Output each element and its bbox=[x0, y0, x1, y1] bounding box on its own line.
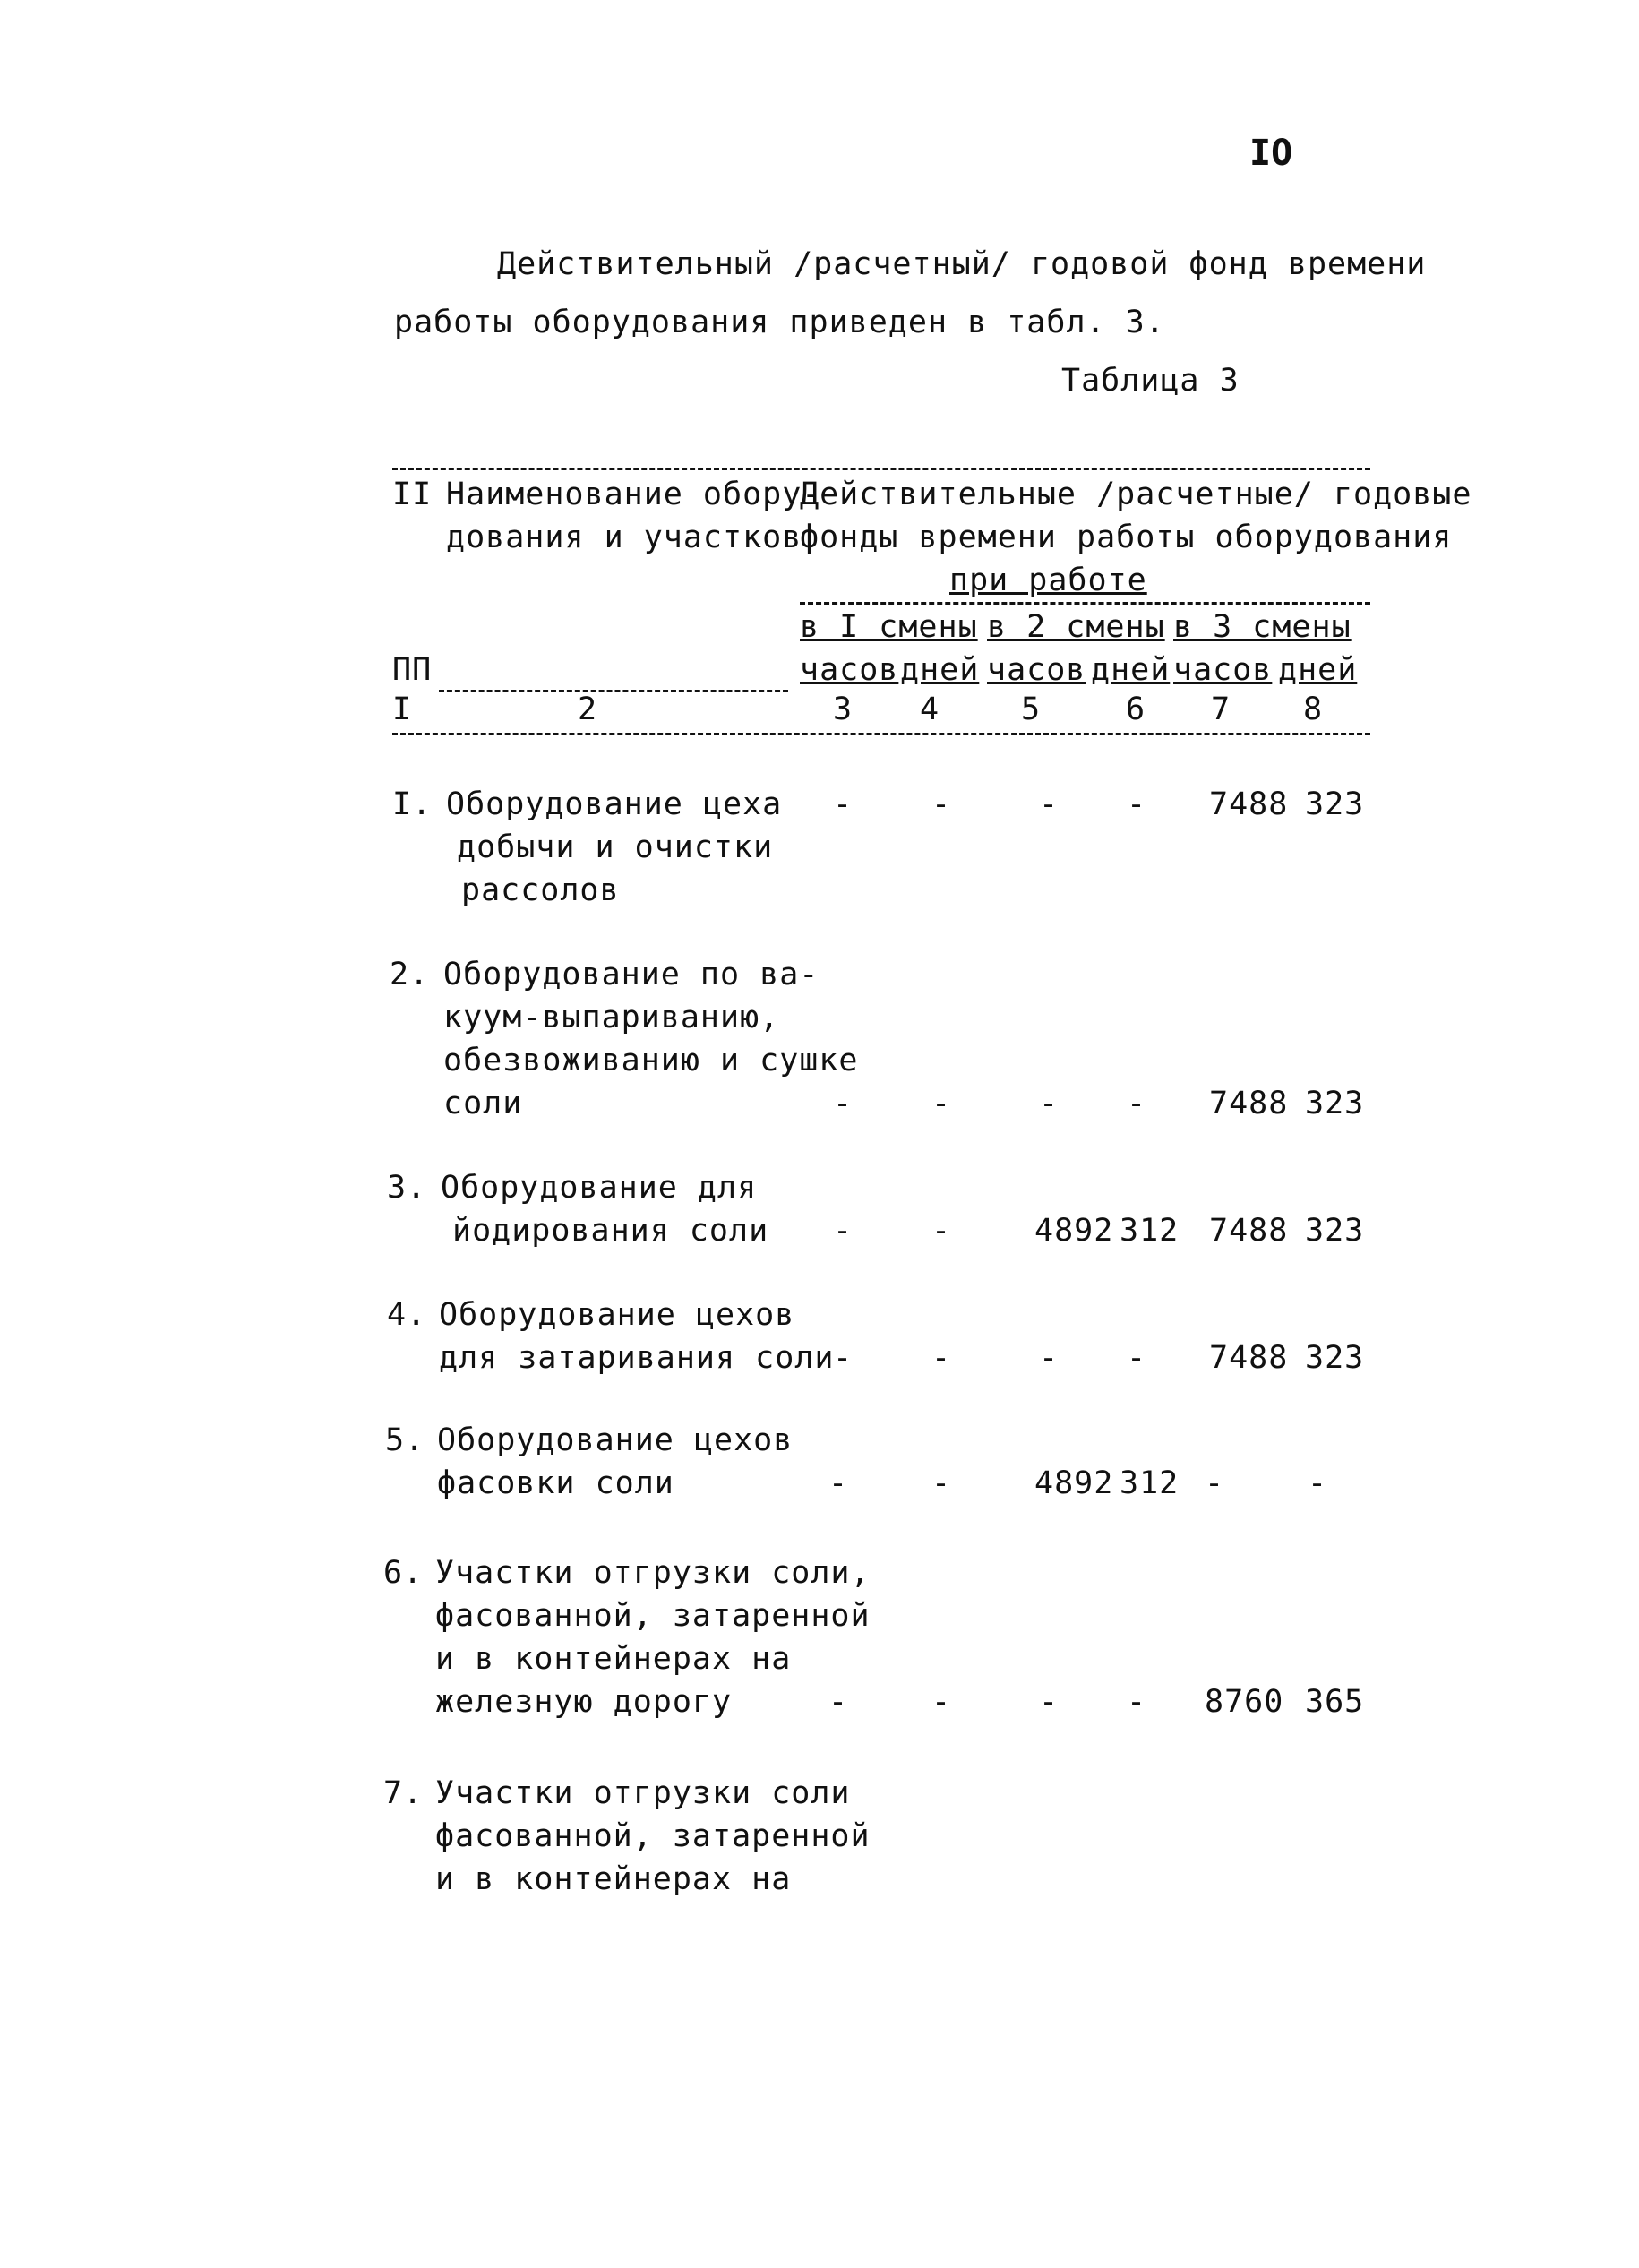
value-col4: - bbox=[931, 786, 952, 822]
value-col7: - bbox=[1205, 1465, 1225, 1501]
header-top-rule bbox=[392, 468, 1370, 470]
value-col5: - bbox=[1039, 1086, 1060, 1121]
value-col5: - bbox=[1039, 786, 1060, 822]
row-name-line: и в контейнерах на bbox=[435, 1861, 792, 1897]
value-col8: 323 bbox=[1305, 786, 1365, 822]
row-number: 5. bbox=[385, 1422, 425, 1458]
table-label: Таблица 3 bbox=[1061, 363, 1240, 399]
header-shift-2: в 2 смены bbox=[987, 609, 1165, 645]
row-number: 6. bbox=[383, 1555, 424, 1591]
row-name-line: обезвоживанию и сушке bbox=[443, 1043, 859, 1078]
value-col4: - bbox=[931, 1684, 952, 1720]
value-col7: 7488 bbox=[1209, 786, 1289, 822]
value-col3: - bbox=[833, 1213, 854, 1249]
colnum-8: 8 bbox=[1303, 692, 1324, 727]
value-col6: - bbox=[1127, 1086, 1147, 1121]
header-funds-a: Действительные /расчетные/ годовые bbox=[800, 477, 1472, 512]
row-name-line: йодирования соли bbox=[452, 1213, 769, 1249]
row-name-line: фасованной, затаренной bbox=[435, 1818, 871, 1854]
header-bottom-rule bbox=[392, 733, 1370, 735]
row-name-line: соли bbox=[443, 1086, 523, 1121]
row-name-line: Оборудование по ва- bbox=[443, 957, 820, 992]
value-col5: 4892 bbox=[1034, 1465, 1114, 1501]
header-hours-5: часов bbox=[987, 652, 1086, 688]
value-col6: 312 bbox=[1120, 1465, 1180, 1501]
header-funds-c: при работе bbox=[949, 563, 1147, 598]
colnum-3: 3 bbox=[833, 692, 854, 727]
row-number: 3. bbox=[387, 1170, 427, 1206]
value-col3: - bbox=[833, 1340, 854, 1376]
value-col3: - bbox=[833, 786, 854, 822]
page-number: IO bbox=[1249, 133, 1293, 174]
value-col3: - bbox=[828, 1465, 849, 1501]
row-name-line: рассолов bbox=[461, 872, 620, 908]
value-col7: 8760 bbox=[1205, 1684, 1284, 1720]
value-col8: 323 bbox=[1305, 1213, 1365, 1249]
row-number: I. bbox=[392, 786, 433, 822]
colnum-4: 4 bbox=[920, 692, 940, 727]
row-name-line: и в контейнерах на bbox=[435, 1641, 792, 1677]
row-number: 4. bbox=[387, 1297, 427, 1333]
value-col4: - bbox=[931, 1340, 952, 1376]
value-col4: - bbox=[931, 1465, 952, 1501]
row-name-line: Участки отгрузки соли, bbox=[435, 1555, 871, 1591]
value-col4: - bbox=[931, 1086, 952, 1121]
value-col8: 323 bbox=[1305, 1086, 1365, 1121]
header-days-6: дней bbox=[1091, 652, 1171, 688]
value-col7: 7488 bbox=[1209, 1213, 1289, 1249]
header-col1-a: II bbox=[392, 477, 433, 512]
value-col3: - bbox=[828, 1684, 849, 1720]
row-number: 7. bbox=[383, 1775, 424, 1811]
colnum-2: 2 bbox=[578, 692, 598, 727]
value-col5: - bbox=[1039, 1684, 1060, 1720]
header-funds-b: фонды времени работы оборудования bbox=[800, 520, 1453, 555]
header-days-4: дней bbox=[900, 652, 980, 688]
value-col8: - bbox=[1308, 1465, 1328, 1501]
value-col7: 7488 bbox=[1209, 1340, 1289, 1376]
header-hours-7: часов bbox=[1173, 652, 1273, 688]
header-days-8: дней bbox=[1278, 652, 1358, 688]
colnum-6: 6 bbox=[1126, 692, 1146, 727]
value-col6: - bbox=[1127, 1684, 1147, 1720]
row-name-line: Оборудование цеха bbox=[446, 786, 783, 822]
row-name-line: железную дорогу bbox=[435, 1684, 733, 1720]
colnum-7: 7 bbox=[1211, 692, 1231, 727]
value-col8: 323 bbox=[1305, 1340, 1365, 1376]
value-col4: - bbox=[931, 1213, 952, 1249]
row-name-line: Участки отгрузки соли bbox=[435, 1775, 851, 1811]
colnum-1: I bbox=[392, 692, 413, 727]
value-col5: 4892 bbox=[1034, 1213, 1114, 1249]
row-name-line: добычи и очистки bbox=[457, 829, 774, 865]
row-name-line: Оборудование цехов bbox=[437, 1422, 794, 1458]
header-hours-3: часов bbox=[800, 652, 899, 688]
value-col6: - bbox=[1127, 1340, 1147, 1376]
row-name-line: Оборудование для bbox=[441, 1170, 758, 1206]
intro-line-1: Действительный /расчетный/ годовой фонд времени bbox=[497, 246, 1427, 282]
row-name-line: Оборудование цехов bbox=[439, 1297, 795, 1333]
header-col1-b: ПП bbox=[392, 652, 433, 688]
header-col2-a: Наименование обору- bbox=[446, 477, 822, 512]
row-number: 2. bbox=[390, 957, 430, 992]
intro-line-2: работы оборудования приведен в табл. 3. bbox=[394, 305, 1165, 340]
value-col6: - bbox=[1127, 786, 1147, 822]
header-col2-b: дования и участков bbox=[446, 520, 802, 555]
value-col8: 365 bbox=[1305, 1684, 1365, 1720]
header-shift-3: в 3 смены bbox=[1173, 609, 1352, 645]
row-name-line: куум-выпариванию, bbox=[443, 1000, 780, 1035]
row-name-line: фасовки соли bbox=[437, 1465, 674, 1501]
value-col5: - bbox=[1039, 1340, 1060, 1376]
header-col2-rule bbox=[439, 690, 788, 692]
colnum-5: 5 bbox=[1021, 692, 1042, 727]
header-funds-rule bbox=[800, 602, 1370, 605]
row-name-line: для затаривания соли bbox=[439, 1340, 835, 1376]
value-col7: 7488 bbox=[1209, 1086, 1289, 1121]
value-col6: 312 bbox=[1120, 1213, 1180, 1249]
value-col3: - bbox=[833, 1086, 854, 1121]
header-shift-1: в I смены bbox=[800, 609, 978, 645]
row-name-line: фасованной, затаренной bbox=[435, 1598, 871, 1634]
